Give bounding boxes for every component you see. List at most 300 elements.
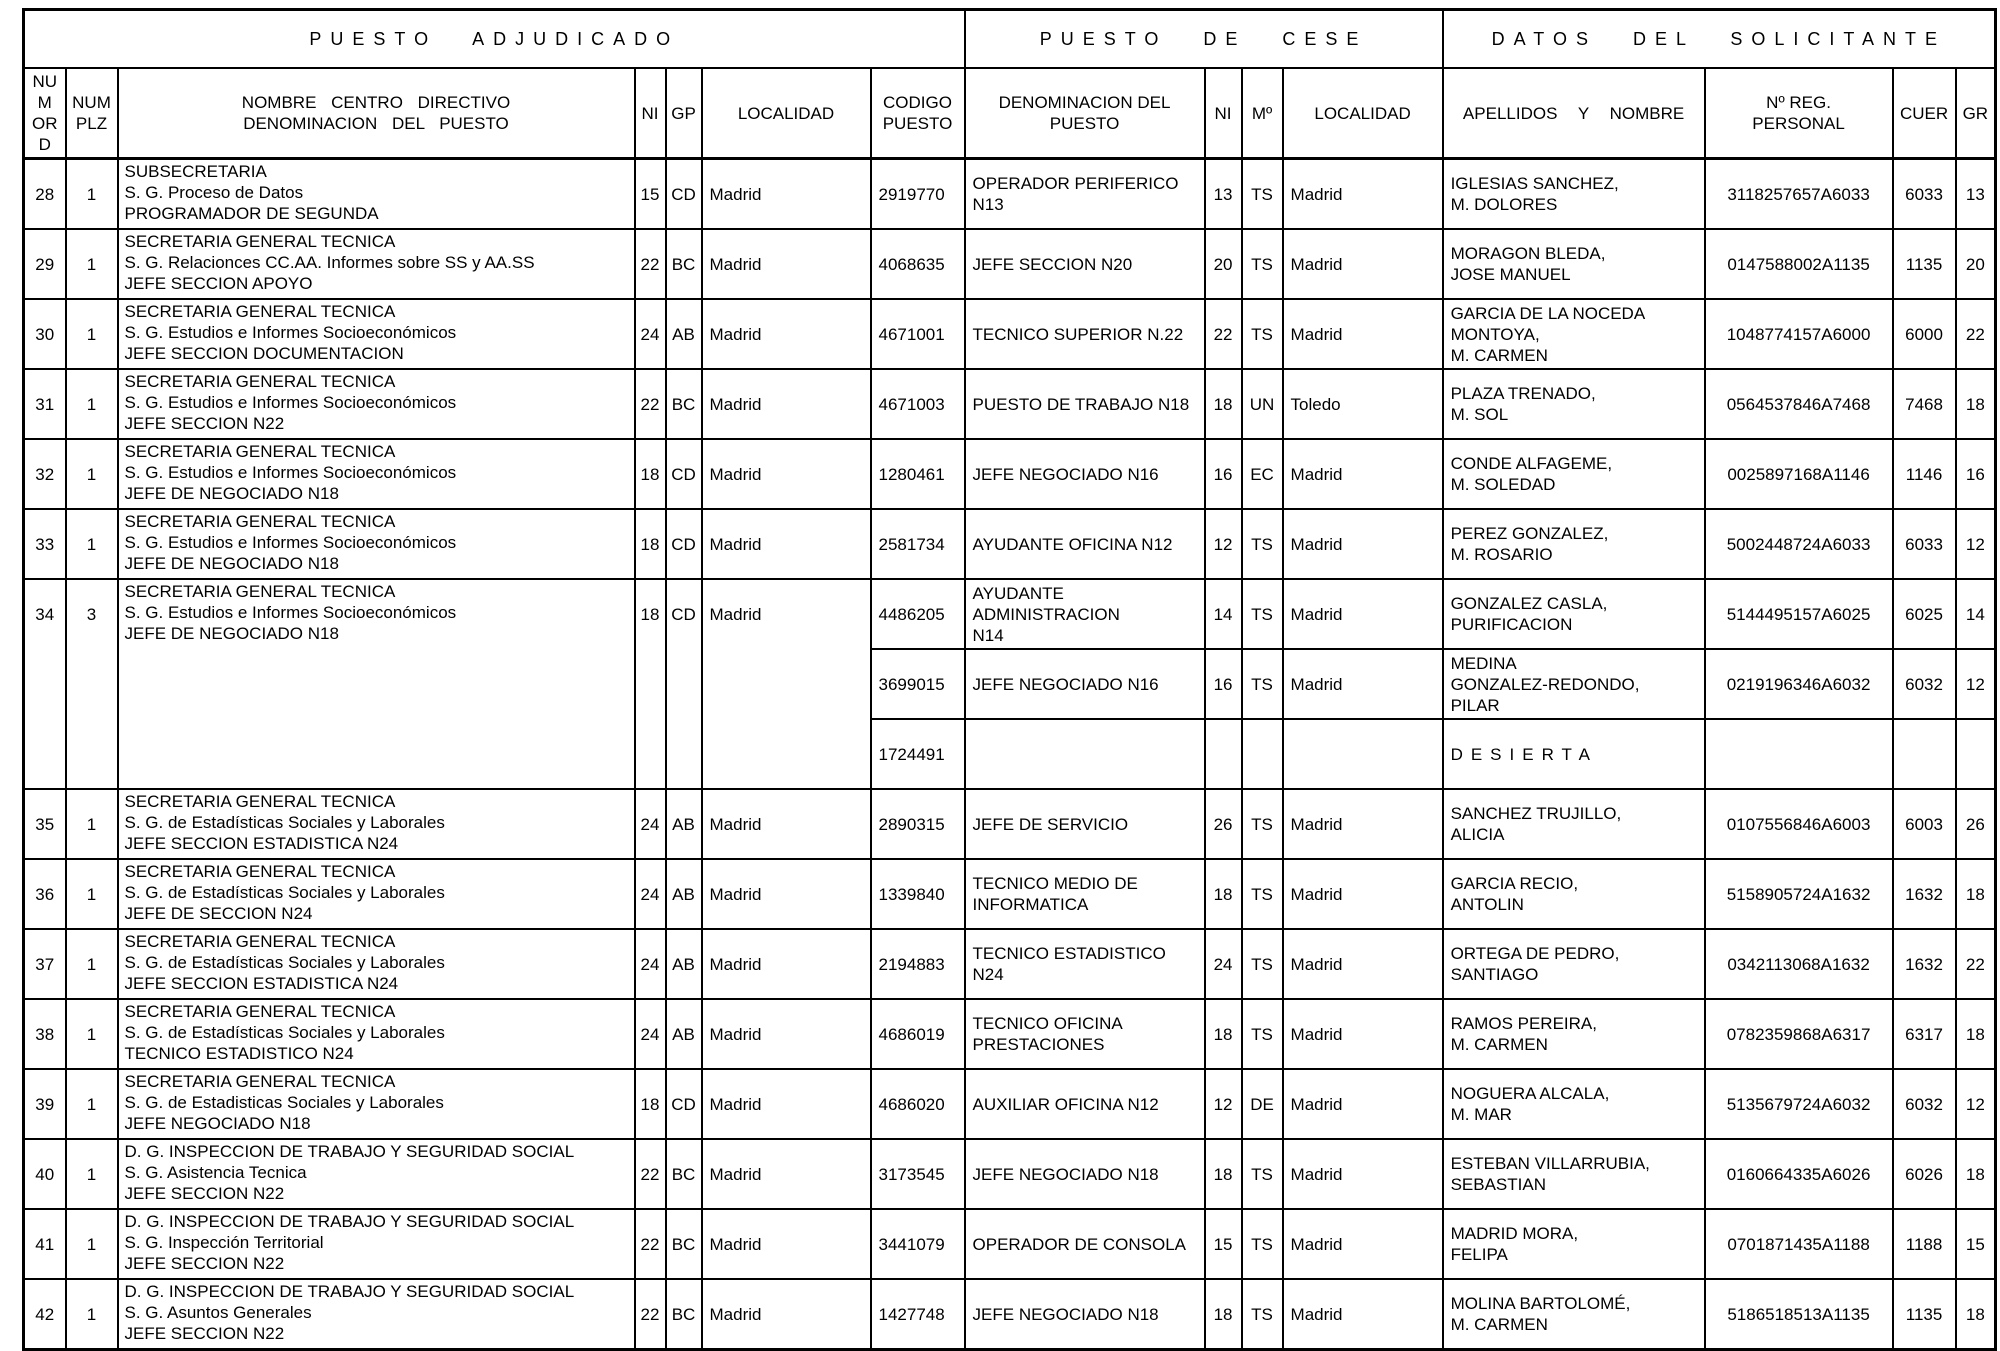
cell-cese-ni: 18 xyxy=(1205,1139,1242,1209)
cell-cese-localidad: Madrid xyxy=(1283,1139,1443,1209)
cell-codigo-puesto: 4686019 xyxy=(871,999,965,1069)
text-line: SEBASTIAN xyxy=(1450,1175,1546,1194)
table-row xyxy=(24,1139,1996,1209)
cell-cuer: 1632 xyxy=(1893,929,1956,999)
cell-cese-localidad xyxy=(1283,719,1443,789)
text-line: SECRETARIA GENERAL TECNICA xyxy=(124,512,396,531)
text-line: OPERADOR DE CONSOLA xyxy=(972,1234,1187,1254)
cell-apellidos-nombre xyxy=(1443,439,1705,509)
cell-cese-localidad: Madrid xyxy=(1283,509,1443,579)
cell-cuer: 1146 xyxy=(1893,439,1956,509)
col-header-num-ord: NUM ORD xyxy=(24,68,66,159)
table-row xyxy=(24,1069,1996,1139)
cell-codigo-puesto: 3699015 xyxy=(871,649,965,719)
cell-gr: 12 xyxy=(1956,509,1996,579)
text-line: PURIFICACION xyxy=(1450,615,1573,634)
text-line: PLAZA TRENADO, xyxy=(1450,384,1596,403)
text-line: AYUDANTE ADMINISTRACION xyxy=(972,583,1120,624)
cell-cese-ni: 16 xyxy=(1205,439,1242,509)
text-line: GARCIA DE LA NOCEDA xyxy=(1450,303,1646,323)
text-line: JEFE DE NEGOCIADO N18 xyxy=(124,554,339,573)
cell-cese-ministerio: DE xyxy=(1242,1069,1283,1139)
cell-nombre-centro xyxy=(118,579,635,789)
cell-gr: 18 xyxy=(1956,859,1996,929)
cell-ni: 18 xyxy=(635,1069,666,1139)
cell-gr: 15 xyxy=(1956,1209,1996,1279)
cell-cese-localidad: Madrid xyxy=(1283,789,1443,859)
table-row xyxy=(24,1209,1996,1279)
cell-nombre-centro xyxy=(118,1279,635,1350)
text-line: NOGUERA ALCALA, xyxy=(1450,1084,1610,1103)
adjudication-table xyxy=(22,8,1997,1351)
cell-nombre-centro xyxy=(118,999,635,1069)
text-line: D. G. INSPECCION DE TRABAJO Y SEGURIDAD SOCIAL xyxy=(124,1212,575,1231)
text-line: SECRETARIA GENERAL TECNICA xyxy=(124,302,396,321)
cell-nreg-personal: 0025897168A1146 xyxy=(1705,439,1893,509)
cell-codigo-puesto: 4671003 xyxy=(871,369,965,439)
cell-nombre-centro xyxy=(118,439,635,509)
text-line: JEFE SECCION N22 xyxy=(124,414,285,433)
cell-cuer: 6003 xyxy=(1893,789,1956,859)
text-line: JOSE MANUEL xyxy=(1450,265,1571,284)
col-header-cese-denominacion: DENOMINACION DEL PUESTO xyxy=(965,68,1205,159)
cell-nreg-personal: 3118257657A6033 xyxy=(1705,159,1893,230)
text-line: S. G. de Estadísticas Sociales y Laborales xyxy=(124,953,445,972)
cell-gp: AB xyxy=(666,789,702,859)
text-line: JEFE DE NEGOCIADO N18 xyxy=(124,624,339,643)
cell-cuer: 1135 xyxy=(1893,1279,1956,1350)
text-line: FELIPA xyxy=(1450,1245,1508,1264)
cell-ni: 22 xyxy=(635,1139,666,1209)
table-row xyxy=(24,999,1996,1069)
col-header-nreg-personal: Nº REG. PERSONAL xyxy=(1705,68,1893,159)
cell-gr: 13 xyxy=(1956,159,1996,230)
cell-apellidos-nombre xyxy=(1443,579,1705,649)
cell-num-ord: 41 xyxy=(24,1209,66,1279)
text-line: GONZALEZ CASLA, xyxy=(1450,594,1608,613)
cell-apellidos-nombre xyxy=(1443,509,1705,579)
text-line: SANTIAGO xyxy=(1450,965,1539,984)
cell-gr: 12 xyxy=(1956,1069,1996,1139)
text-line: SECRETARIA GENERAL TECNICA xyxy=(124,442,396,461)
cell-ni: 24 xyxy=(635,999,666,1069)
text-line: JEFE NEGOCIADO N16 xyxy=(972,464,1159,484)
cell-cese-ministerio: UN xyxy=(1242,369,1283,439)
cell-cuer: 1188 xyxy=(1893,1209,1956,1279)
cell-localidad: Madrid xyxy=(702,579,871,789)
cell-apellidos-nombre xyxy=(1443,649,1705,719)
cell-localidad: Madrid xyxy=(702,1069,871,1139)
cell-nombre-centro xyxy=(118,929,635,999)
cell-localidad: Madrid xyxy=(702,159,871,230)
column-header-row xyxy=(24,68,1996,159)
cell-cese-denominacion xyxy=(965,1069,1205,1139)
cell-apellidos-nombre xyxy=(1443,929,1705,999)
cell-gp: CD xyxy=(666,579,702,789)
text-line: PRESTACIONES xyxy=(972,1035,1105,1054)
text-line: S. G. Estudios e Informes Socioeconómicos xyxy=(124,603,457,622)
cell-cese-denominacion xyxy=(965,649,1205,719)
cell-nombre-centro xyxy=(118,1209,635,1279)
cell-num-plz: 1 xyxy=(66,859,118,929)
cell-cese-ni: 18 xyxy=(1205,369,1242,439)
cell-num-ord: 28 xyxy=(24,159,66,230)
cell-cese-ni: 26 xyxy=(1205,789,1242,859)
cell-num-plz: 1 xyxy=(66,929,118,999)
cell-num-ord: 39 xyxy=(24,1069,66,1139)
group-header-row xyxy=(24,10,1996,69)
cell-cese-denominacion xyxy=(965,859,1205,929)
cell-gr: 20 xyxy=(1956,229,1996,299)
text-line: S. G. de Estadísticas Sociales y Laborales xyxy=(124,813,445,832)
text-line: CONDE ALFAGEME, xyxy=(1450,454,1613,473)
cell-ni: 22 xyxy=(635,369,666,439)
cell-nombre-centro xyxy=(118,509,635,579)
cell-localidad: Madrid xyxy=(702,929,871,999)
text-line: S. G. Asuntos Generales xyxy=(124,1303,312,1322)
cell-cese-ministerio: TS xyxy=(1242,999,1283,1069)
text-line: M. SOLEDAD xyxy=(1450,475,1556,494)
cell-cese-ministerio: EC xyxy=(1242,439,1283,509)
cell-nreg-personal: 0160664335A6026 xyxy=(1705,1139,1893,1209)
text-line: S. G. Inspección Territorial xyxy=(124,1233,324,1252)
cell-ni: 15 xyxy=(635,159,666,230)
text-line: RAMOS PEREIRA, xyxy=(1450,1014,1597,1033)
text-line: S. G. Estudios e Informes Socioeconómicos xyxy=(124,393,457,412)
cell-gp: AB xyxy=(666,929,702,999)
cell-ni: 18 xyxy=(635,579,666,789)
cell-codigo-puesto: 4486205 xyxy=(871,579,965,649)
text-line: MORAGON BLEDA, xyxy=(1450,244,1606,263)
cell-nreg-personal: 5186518513A1135 xyxy=(1705,1279,1893,1350)
cell-cuer: 6032 xyxy=(1893,1069,1956,1139)
cell-cese-ni: 20 xyxy=(1205,229,1242,299)
text-line: TECNICO SUPERIOR N.22 xyxy=(972,324,1184,344)
text-line: M. MAR xyxy=(1450,1105,1512,1124)
col-header-apellidos: APELLIDOS Y NOMBRE xyxy=(1443,68,1705,159)
cell-apellidos-nombre xyxy=(1443,1139,1705,1209)
cell-cese-ministerio: TS xyxy=(1242,579,1283,649)
text-line: SECRETARIA GENERAL TECNICA xyxy=(124,372,396,391)
cell-num-plz: 1 xyxy=(66,439,118,509)
cell-num-plz: 1 xyxy=(66,1279,118,1350)
cell-cese-ni: 12 xyxy=(1205,1069,1242,1139)
cell-cese-ministerio: TS xyxy=(1242,1209,1283,1279)
table-row xyxy=(24,579,1996,649)
cell-num-ord: 40 xyxy=(24,1139,66,1209)
cell-cese-ministerio: TS xyxy=(1242,859,1283,929)
cell-num-ord: 33 xyxy=(24,509,66,579)
cell-nreg-personal: 1048774157A6000 xyxy=(1705,299,1893,369)
cell-cese-localidad: Madrid xyxy=(1283,299,1443,369)
cell-num-ord: 31 xyxy=(24,369,66,439)
cell-gr xyxy=(1956,719,1996,789)
cell-nreg-personal xyxy=(1705,719,1893,789)
cell-num-plz: 1 xyxy=(66,789,118,859)
text-line: SUBSECRETARIA xyxy=(124,162,267,181)
text-line: JEFE NEGOCIADO N18 xyxy=(972,1304,1159,1324)
table-row xyxy=(24,439,1996,509)
table-row xyxy=(24,929,1996,999)
text-line: AYUDANTE OFICINA N12 xyxy=(972,534,1173,554)
cell-gr: 22 xyxy=(1956,299,1996,369)
text-line: MEDINA xyxy=(1450,653,1517,673)
cell-nreg-personal: 0147588002A1135 xyxy=(1705,229,1893,299)
cell-cese-localidad: Toledo xyxy=(1283,369,1443,439)
text-line: SECRETARIA GENERAL TECNICA xyxy=(124,862,396,881)
cell-gr: 18 xyxy=(1956,999,1996,1069)
table-row xyxy=(24,299,1996,369)
cell-nreg-personal: 5144495157A6025 xyxy=(1705,579,1893,649)
col-header-num-plz: NUM PLZ xyxy=(66,68,118,159)
table-row xyxy=(24,369,1996,439)
group-header-puesto-de-cese: PUESTO DE CESE xyxy=(965,10,1443,69)
cell-gr: 18 xyxy=(1956,1279,1996,1350)
cell-cese-localidad: Madrid xyxy=(1283,1069,1443,1139)
cell-localidad: Madrid xyxy=(702,1139,871,1209)
cell-cuer: 6026 xyxy=(1893,1139,1956,1209)
cell-gr: 18 xyxy=(1956,369,1996,439)
cell-cuer: 1632 xyxy=(1893,859,1956,929)
cell-apellidos-nombre xyxy=(1443,859,1705,929)
cell-cese-denominacion xyxy=(965,719,1205,789)
cell-cese-localidad: Madrid xyxy=(1283,159,1443,230)
cell-cese-ministerio: TS xyxy=(1242,299,1283,369)
col-header-cese-localidad: LOCALIDAD xyxy=(1283,68,1443,159)
text-line: JEFE SECCION N20 xyxy=(972,254,1133,274)
cell-nombre-centro xyxy=(118,789,635,859)
text-line: GARCIA RECIO, xyxy=(1450,874,1579,893)
cell-nreg-personal: 0219196346A6032 xyxy=(1705,649,1893,719)
cell-gp: BC xyxy=(666,1279,702,1350)
text-line: S. G. Relacionces CC.AA. Informes sobre SS y AA.SS xyxy=(124,253,535,272)
cell-ni: 24 xyxy=(635,789,666,859)
cell-apellidos-nombre xyxy=(1443,1279,1705,1350)
cell-cese-denominacion xyxy=(965,439,1205,509)
cell-codigo-puesto: 1724491 xyxy=(871,719,965,789)
cell-gp: BC xyxy=(666,369,702,439)
col-header-nombre-centro: NOMBRE CENTRO DIRECTIVO DENOMINACION DEL PUESTO xyxy=(118,68,635,159)
cell-nreg-personal: 5135679724A6032 xyxy=(1705,1069,1893,1139)
cell-codigo-puesto: 2890315 xyxy=(871,789,965,859)
cell-gp: CD xyxy=(666,1069,702,1139)
text-line: TECNICO OFICINA xyxy=(972,1014,1123,1033)
text-line: S. G. Estudios e Informes Socioeconómicos xyxy=(124,533,457,552)
cell-cese-localidad: Madrid xyxy=(1283,579,1443,649)
cell-num-plz: 1 xyxy=(66,1139,118,1209)
text-line: S. G. Estudios e Informes Socioeconómicos xyxy=(124,323,457,342)
text-line: M. CARMEN xyxy=(1450,345,1548,365)
cell-num-ord: 30 xyxy=(24,299,66,369)
cell-num-plz: 1 xyxy=(66,299,118,369)
cell-codigo-puesto: 1280461 xyxy=(871,439,965,509)
cell-codigo-puesto: 2194883 xyxy=(871,929,965,999)
cell-num-ord: 29 xyxy=(24,229,66,299)
cell-localidad: Madrid xyxy=(702,299,871,369)
table-row xyxy=(24,859,1996,929)
cell-apellidos-nombre xyxy=(1443,789,1705,859)
cell-cuer: 6000 xyxy=(1893,299,1956,369)
text-line: S. G. Proceso de Datos xyxy=(124,183,304,202)
table-row xyxy=(24,789,1996,859)
cell-cese-ni: 15 xyxy=(1205,1209,1242,1279)
text-line: JEFE DE SECCION N24 xyxy=(124,904,313,923)
text-line: SECRETARIA GENERAL TECNICA xyxy=(124,1072,396,1091)
cell-num-plz: 1 xyxy=(66,999,118,1069)
cell-localidad: Madrid xyxy=(702,509,871,579)
text-line: N14 xyxy=(972,625,1004,645)
cell-gp: CD xyxy=(666,509,702,579)
text-line: D. G. INSPECCION DE TRABAJO Y SEGURIDAD SOCIAL xyxy=(124,1142,575,1161)
cell-apellidos-nombre xyxy=(1443,159,1705,230)
cell-cese-localidad: Madrid xyxy=(1283,649,1443,719)
text-line: TECNICO MEDIO DE xyxy=(972,874,1138,893)
cell-localidad: Madrid xyxy=(702,369,871,439)
text-line: PUESTO DE TRABAJO N18 xyxy=(972,394,1190,414)
text-line: INFORMATICA xyxy=(972,895,1089,914)
cell-cuer: 6033 xyxy=(1893,509,1956,579)
text-line: ALICIA xyxy=(1450,825,1505,844)
col-header-cese-ministerio: Mº xyxy=(1242,68,1283,159)
cell-apellidos-nombre xyxy=(1443,369,1705,439)
cell-localidad: Madrid xyxy=(702,1279,871,1350)
cell-nombre-centro xyxy=(118,1069,635,1139)
table-body xyxy=(24,159,1996,1350)
cell-cese-localidad: Madrid xyxy=(1283,229,1443,299)
col-header-cuer: CUER xyxy=(1893,68,1956,159)
cell-cese-ni: 24 xyxy=(1205,929,1242,999)
table-row xyxy=(24,229,1996,299)
text-line: M. SOL xyxy=(1450,405,1509,424)
cell-codigo-puesto: 3173545 xyxy=(871,1139,965,1209)
cell-num-plz: 1 xyxy=(66,159,118,230)
cell-cese-denominacion xyxy=(965,1209,1205,1279)
text-line: SECRETARIA GENERAL TECNICA xyxy=(124,1002,396,1021)
text-line: ANTOLIN xyxy=(1450,895,1524,914)
cell-cese-ministerio: TS xyxy=(1242,649,1283,719)
cell-gr: 26 xyxy=(1956,789,1996,859)
cell-localidad: Madrid xyxy=(702,859,871,929)
cell-cese-denominacion xyxy=(965,1139,1205,1209)
cell-nreg-personal: 0107556846A6003 xyxy=(1705,789,1893,859)
cell-cese-ministerio xyxy=(1242,719,1283,789)
col-header-ni: NI xyxy=(635,68,666,159)
cell-nreg-personal: 0564537846A7468 xyxy=(1705,369,1893,439)
cell-apellidos-nombre xyxy=(1443,299,1705,369)
cell-localidad: Madrid xyxy=(702,229,871,299)
cell-codigo-puesto: 3441079 xyxy=(871,1209,965,1279)
cell-gp: BC xyxy=(666,1139,702,1209)
cell-cese-denominacion xyxy=(965,1279,1205,1350)
text-line: S. G. de Estadísticas Sociales y Laborales xyxy=(124,1023,445,1042)
col-header-gr: GR xyxy=(1956,68,1996,159)
cell-codigo-puesto: 2919770 xyxy=(871,159,965,230)
text-line: JEFE NEGOCIADO N18 xyxy=(972,1164,1159,1184)
cell-nombre-centro xyxy=(118,859,635,929)
cell-localidad: Madrid xyxy=(702,439,871,509)
text-line: M. CARMEN xyxy=(1450,1315,1548,1334)
cell-cese-denominacion xyxy=(965,789,1205,859)
cell-cese-ni: 16 xyxy=(1205,649,1242,719)
text-line: S. G. Asistencia Tecnica xyxy=(124,1163,307,1182)
text-line: JEFE SECCION ESTADISTICA N24 xyxy=(124,834,399,853)
cell-ni: 22 xyxy=(635,229,666,299)
cell-num-ord: 36 xyxy=(24,859,66,929)
cell-cese-localidad: Madrid xyxy=(1283,859,1443,929)
cell-nombre-centro xyxy=(118,1139,635,1209)
group-header-datos-solicitante: DATOS DEL SOLICITANTE xyxy=(1443,10,1996,69)
text-line: SECRETARIA GENERAL TECNICA xyxy=(124,582,396,601)
text-line: MADRID MORA, xyxy=(1450,1224,1579,1243)
cell-num-ord: 35 xyxy=(24,789,66,859)
cell-codigo-puesto: 1427748 xyxy=(871,1279,965,1350)
text-line: JEFE SECCION APOYO xyxy=(124,274,313,293)
cell-cese-ni: 18 xyxy=(1205,999,1242,1069)
table-row xyxy=(24,1279,1996,1350)
text-line: SECRETARIA GENERAL TECNICA xyxy=(124,232,396,251)
cell-cese-ministerio: TS xyxy=(1242,1279,1283,1350)
cell-nreg-personal: 5002448724A6033 xyxy=(1705,509,1893,579)
cell-cese-ministerio: TS xyxy=(1242,929,1283,999)
text-line: JEFE NEGOCIADO N18 xyxy=(124,1114,311,1133)
cell-ni: 24 xyxy=(635,859,666,929)
text-line: AUXILIAR OFICINA N12 xyxy=(972,1094,1159,1114)
cell-gr: 12 xyxy=(1956,649,1996,719)
text-line: JEFE SECCION N22 xyxy=(124,1184,285,1203)
text-line: JEFE SECCION N22 xyxy=(124,1254,285,1273)
cell-num-ord: 37 xyxy=(24,929,66,999)
text-line: MONTOYA, xyxy=(1450,324,1540,344)
cell-codigo-puesto: 2581734 xyxy=(871,509,965,579)
cell-cuer: 6032 xyxy=(1893,649,1956,719)
cell-apellidos-nombre xyxy=(1443,1069,1705,1139)
cell-nreg-personal: 0701871435A1188 xyxy=(1705,1209,1893,1279)
cell-ni: 22 xyxy=(635,1279,666,1350)
cell-gp: AB xyxy=(666,299,702,369)
text-line: PROGRAMADOR DE SEGUNDA xyxy=(124,204,379,223)
text-line: JEFE SECCION ESTADISTICA N24 xyxy=(124,974,399,993)
cell-cuer: 6317 xyxy=(1893,999,1956,1069)
cell-cuer: 6025 xyxy=(1893,579,1956,649)
col-header-codigo-puesto: CODIGO PUESTO xyxy=(871,68,965,159)
text-line: ORTEGA DE PEDRO, xyxy=(1450,944,1620,963)
cell-ni: 18 xyxy=(635,439,666,509)
col-header-localidad: LOCALIDAD xyxy=(702,68,871,159)
cell-apellidos-nombre: DESIERTA xyxy=(1443,719,1705,789)
cell-apellidos-nombre xyxy=(1443,999,1705,1069)
cell-cese-ministerio: TS xyxy=(1242,229,1283,299)
cell-cese-ni: 14 xyxy=(1205,579,1242,649)
cell-cese-localidad: Madrid xyxy=(1283,1209,1443,1279)
cell-localidad: Madrid xyxy=(702,789,871,859)
text-line: SECRETARIA GENERAL TECNICA xyxy=(124,792,396,811)
cell-cese-ministerio: TS xyxy=(1242,509,1283,579)
cell-localidad: Madrid xyxy=(702,999,871,1069)
cell-cuer: 1135 xyxy=(1893,229,1956,299)
cell-cese-ni xyxy=(1205,719,1242,789)
cell-cese-ministerio: TS xyxy=(1242,159,1283,230)
cell-cese-localidad: Madrid xyxy=(1283,1279,1443,1350)
cell-cese-denominacion xyxy=(965,299,1205,369)
cell-nreg-personal: 0342113068A1632 xyxy=(1705,929,1893,999)
cell-num-ord: 42 xyxy=(24,1279,66,1350)
cell-gr: 22 xyxy=(1956,929,1996,999)
cell-cese-ni: 12 xyxy=(1205,509,1242,579)
cell-num-ord: 38 xyxy=(24,999,66,1069)
cell-cuer: 6033 xyxy=(1893,159,1956,230)
cell-nreg-personal: 0782359868A6317 xyxy=(1705,999,1893,1069)
text-line: IGLESIAS SANCHEZ, xyxy=(1450,174,1619,193)
